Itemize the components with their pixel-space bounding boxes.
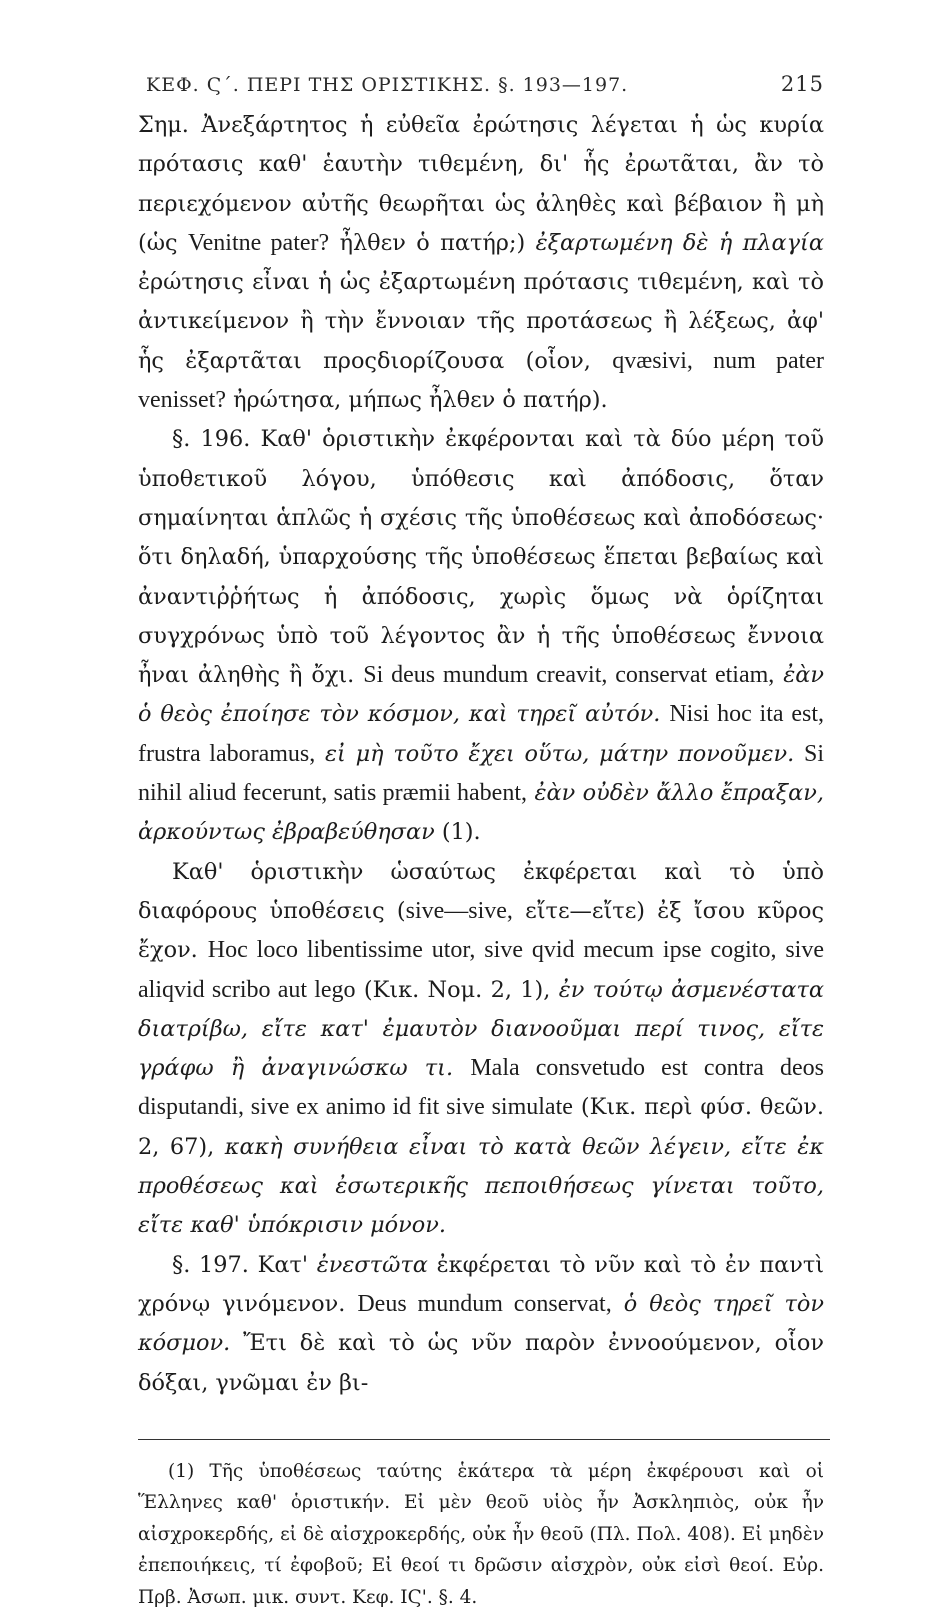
italic-term: ἐνεστῶτα bbox=[316, 1251, 428, 1278]
greek-translation: ἐὰν οὐδὲν ἄλλο ἔπραξαν, ἀρκούντως ἐβραβεύθησαν bbox=[138, 780, 824, 846]
footnote-divider bbox=[138, 1439, 830, 1440]
citation: (Κικ. περὶ φύσ. θεῶν. 2, 67), bbox=[138, 1094, 824, 1160]
footnote-text: (1) Τῆς ὑποθέσεως ταύτης ἑκάτερα τὰ μέρη ἐκφέρουσι καὶ οἱ Ἕλληνες καθ' ὁριστικήν. Εἰ μὲν θεοῦ υἱὸς ἦν Ἀσκληπιὸς, οὐκ ἦν αἰσχροκερδής, εἰ δὲ αἰσχροκερδής, οὐκ ἦν θεοῦ (Πλ. Πολ. 408). Εἰ μηδὲν ἐπεποιήκεις, τί ἐφοβοῦ; Εἰ θεοί τι δρῶσιν αἰσχρὸν, οὐκ εἰσὶ θεοί. Εὐρ. Πρβ. Ἀσωπ. μικ. συντ. Κεφ. ΙϚ'. §. 4. bbox=[138, 1460, 824, 1608]
latin-example: Si nihil aliud fecerunt, satis præmii habent, bbox=[138, 740, 824, 807]
text-run: §. 197. Κατ' bbox=[172, 1251, 309, 1278]
running-head bbox=[138, 72, 824, 96]
text-run: ἦλθεν ὁ πατήρ;) bbox=[339, 229, 526, 256]
paragraph-196 bbox=[138, 420, 824, 852]
latin-example: sive—sive, bbox=[405, 897, 513, 924]
text-run: εἴτε—εἴτε) ἐξ ἴσου κῦρος ἔχον. bbox=[138, 897, 824, 964]
latin-example: Mala consvetudo est contra deos disputandi, sive ex animo id fit sive simulate bbox=[138, 1055, 824, 1121]
latin-example: Si deus mundum creavit, conservat etiam, bbox=[363, 662, 775, 689]
greek-translation: εἰ μὴ τοῦτο ἔχει οὕτω, μάτην πονοῦμεν. bbox=[325, 740, 795, 767]
text-run: §. 196. Καθ' ὁριστικὴν ἐκφέρονται καὶ τὰ δύο μέρη τοῦ ὑποθετικοῦ λόγου, ὑπόθεσις καὶ ἀπόδοσις, ὅταν σημαίνηται ἁπλῶς ἡ σχέσις τῆς ὑποθέσεως καὶ ἀποδόσεως· ὅτι δηλαδή, ὑπαρχούσης τῆς ὑποθέσεως ἕπεται βεβαίως καὶ ἀναντιῤῥήτως ἡ ἀπόδοσις, χωρὶς ὅμως νὰ ὁρίζηται συγχρόνως ὑπὸ τοῦ λέγοντος ἂν ἡ τῆς ὑποθέσεως ἔννοια ἦναι ἀληθὴς ἢ ὄχι. bbox=[138, 426, 824, 689]
footnote bbox=[138, 1456, 824, 1613]
latin-example: Nisi hoc ita est, frustra laboramus, bbox=[138, 701, 824, 767]
text-run: ἐρώτησις εἶναι ἡ ὡς ἐξαρτωμένη πρότασις τιθεμένη, καὶ τὸ ἀντικείμενον ἢ τὴν ἔννοιαν τῆς προτάσεως ἢ λέξεως, ἀφ' ἧς ἐξαρτᾶται προςδιορίζουσα (οἷον, bbox=[138, 269, 824, 374]
latin-example: Hoc loco libentissime utor, sive qvid mecum ipse cogito, sive aliqvid scribo aut lego bbox=[138, 937, 824, 1003]
text-run: ἐκφέρεται τὸ νῦν καὶ τὸ ἐν παντὶ χρόνῳ γινόμενον. bbox=[138, 1251, 824, 1317]
greek-translation: κακὴ συνήθεια εἶναι τὸ κατὰ θεῶν λέγειν, εἴτε ἐκ προθέσεως καὶ ἐσωτερικῆς πεποιθήσεως γίνεται τοῦτο, εἴτε καθ' ὑπόκρισιν μόνον. bbox=[138, 1133, 825, 1239]
italic-term: ἐξαρτωμένη δὲ ἡ πλαγία bbox=[535, 229, 824, 256]
text-run: ἠρώτησα, μήπως ἦλθεν ὁ πατήρ). bbox=[233, 387, 608, 414]
greek-translation: ἐὰν ὁ θεὸς ἐποίησε τὸν κόσμον, καὶ τηρεῖ αὐτόν. bbox=[138, 662, 824, 728]
text-run: Καθ' ὁριστικὴν ὡσαύτως ἐκφέρεται καὶ τὸ ὑπὸ διαφόρους ὑποθέσεις ( bbox=[138, 858, 824, 924]
page-number: 215 bbox=[780, 72, 824, 96]
greek-translation: ἐν τούτῳ ἀσμενέστατα διατρίβω, εἴτε κατ' ἐμαυτὸν διανοοῦμαι περί τινος, εἴτε γράφω ἢ ἀναγινώσκω τι. bbox=[138, 976, 824, 1082]
latin-example: qvæsivi, num pater venisset? bbox=[138, 347, 824, 414]
latin-example: Venitne pater? bbox=[187, 229, 330, 256]
text-run: Σημ. Ἀνεξάρτητος ἡ εὐθεῖα ἐρώτησις λέγεται ἡ ὡς κυρία πρότασις καθ' ἑαυτὴν τιθεμένη, δι' ἧς ἐρωτᾶται, ἂν τὸ περιεχόμενον αὐτῆς θεωρῆται ὡς ἀληθὲς καὶ βέβαιον ἢ μὴ (ὡς bbox=[138, 112, 824, 256]
paragraph-sive bbox=[138, 853, 824, 1246]
text-run: Ἔτι δὲ καὶ τὸ ὡς νῦν παρὸν ἐννοούμενον, οἷον δόξαι, γνῶμαι ἐν βι- bbox=[138, 1330, 825, 1396]
citation: (Κικ. Νομ. 2, 1), bbox=[363, 976, 551, 1003]
footnote-reference: (1). bbox=[441, 819, 481, 846]
chapter-heading: ΚΕΦ. Ϛ΄. ΠΕΡΙ ΤΗΣ ΟΡΙΣΤΙΚΗΣ. §. 193—197. bbox=[146, 74, 629, 96]
greek-translation: ὁ θεὸς τηρεῖ τὸν κόσμον. bbox=[138, 1290, 824, 1357]
paragraph-note bbox=[138, 106, 824, 420]
main-text bbox=[138, 106, 824, 1403]
latin-example: Deus mundum conservat, bbox=[357, 1290, 612, 1317]
book-page bbox=[138, 72, 824, 1613]
paragraph-197 bbox=[138, 1246, 824, 1403]
